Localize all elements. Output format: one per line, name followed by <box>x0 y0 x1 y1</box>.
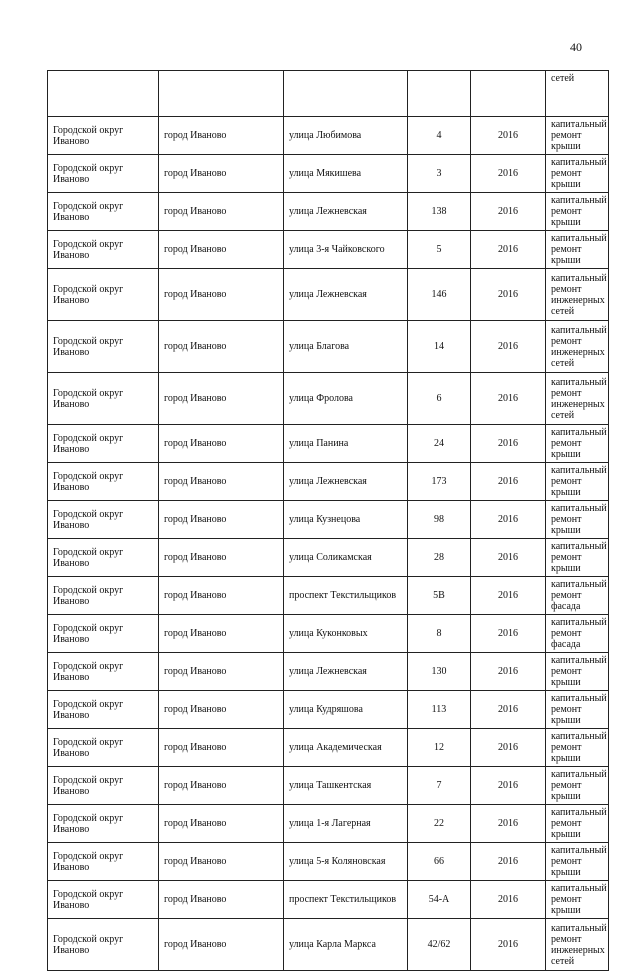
table-body <box>48 71 609 971</box>
cell-work: капитальный ремонт крыши <box>546 653 609 691</box>
cell-year: 2016 <box>471 729 546 767</box>
cell-city: город Иваново <box>159 767 284 805</box>
table-row <box>48 321 609 373</box>
cell-street: улица 1-я Лагерная <box>284 805 408 843</box>
table-row <box>48 881 609 919</box>
cell-work: капитальный ремонт крыши <box>546 881 609 919</box>
cell-year: 2016 <box>471 501 546 539</box>
cell-year: 2016 <box>471 615 546 653</box>
cell-okrug: Городской округ Иваново <box>48 691 159 729</box>
cell-street: улица Куконковых <box>284 615 408 653</box>
cell-city: город Иваново <box>159 881 284 919</box>
cell-house: 54-А <box>408 881 471 919</box>
repair-schedule-table <box>47 70 609 971</box>
cell-house: 24 <box>408 425 471 463</box>
cell-house: 14 <box>408 321 471 373</box>
cell-year: 2016 <box>471 269 546 321</box>
cell-okrug: Городской округ Иваново <box>48 577 159 615</box>
cell-house: 113 <box>408 691 471 729</box>
page-number: 40 <box>570 40 582 54</box>
cell-house: 4 <box>408 117 471 155</box>
cell-house: 173 <box>408 463 471 501</box>
cell-city: город Иваново <box>159 691 284 729</box>
cell-street: улица Лежневская <box>284 653 408 691</box>
cell-year: 2016 <box>471 539 546 577</box>
cell-house: 42/62 <box>408 919 471 971</box>
cell-year: 2016 <box>471 843 546 881</box>
cell-okrug: Городской округ Иваново <box>48 729 159 767</box>
cell-city: город Иваново <box>159 539 284 577</box>
table-row <box>48 463 609 501</box>
cell-okrug: Городской округ Иваново <box>48 539 159 577</box>
cell-street: улица Панина <box>284 425 408 463</box>
cell-year: 2016 <box>471 767 546 805</box>
cell-year: 2016 <box>471 653 546 691</box>
cell-work: капитальный ремонт крыши <box>546 117 609 155</box>
cell-city: город Иваново <box>159 193 284 231</box>
cell-house: 5 <box>408 231 471 269</box>
cell-work: капитальный ремонт крыши <box>546 843 609 881</box>
cell-work: капитальный ремонт крыши <box>546 767 609 805</box>
cell-work: сетей <box>546 71 609 117</box>
cell-city: город Иваново <box>159 577 284 615</box>
cell-okrug: Городской округ Иваново <box>48 843 159 881</box>
cell-city: город Иваново <box>159 321 284 373</box>
cell-work: капитальный ремонт крыши <box>546 539 609 577</box>
cell-street: улица 5-я Коляновская <box>284 843 408 881</box>
cell-okrug: Городской округ Иваново <box>48 321 159 373</box>
cell-work: капитальный ремонт крыши <box>546 691 609 729</box>
cell-year: 2016 <box>471 155 546 193</box>
cell-street: улица Лежневская <box>284 193 408 231</box>
table-row <box>48 269 609 321</box>
table-row <box>48 691 609 729</box>
cell-year: 2016 <box>471 805 546 843</box>
cell-city: город Иваново <box>159 729 284 767</box>
cell-house <box>408 71 471 117</box>
table-row <box>48 767 609 805</box>
cell-work: капитальный ремонт крыши <box>546 463 609 501</box>
cell-work: капитальный ремонт фасада <box>546 615 609 653</box>
cell-house: 98 <box>408 501 471 539</box>
cell-city: город Иваново <box>159 231 284 269</box>
cell-okrug: Городской округ Иваново <box>48 117 159 155</box>
cell-work: капитальный ремонт крыши <box>546 231 609 269</box>
cell-year: 2016 <box>471 919 546 971</box>
cell-okrug: Городской округ Иваново <box>48 653 159 691</box>
cell-work: капитальный ремонт крыши <box>546 501 609 539</box>
cell-street: улица Карла Маркса <box>284 919 408 971</box>
cell-year: 2016 <box>471 425 546 463</box>
cell-okrug: Городской округ Иваново <box>48 805 159 843</box>
cell-city: город Иваново <box>159 155 284 193</box>
cell-street: улица Мякишева <box>284 155 408 193</box>
cell-house: 130 <box>408 653 471 691</box>
cell-street: улица Соликамская <box>284 539 408 577</box>
cell-year: 2016 <box>471 577 546 615</box>
cell-street: улица Кузнецова <box>284 501 408 539</box>
cell-street: улица Любимова <box>284 117 408 155</box>
table-row <box>48 501 609 539</box>
cell-okrug: Городской округ Иваново <box>48 155 159 193</box>
cell-street: улица Лежневская <box>284 463 408 501</box>
cell-work: капитальный ремонт крыши <box>546 193 609 231</box>
cell-year: 2016 <box>471 117 546 155</box>
table-row <box>48 155 609 193</box>
cell-city: город Иваново <box>159 919 284 971</box>
table-row <box>48 805 609 843</box>
cell-okrug: Городской округ Иваново <box>48 615 159 653</box>
cell-house: 146 <box>408 269 471 321</box>
table-row <box>48 653 609 691</box>
cell-city: город Иваново <box>159 615 284 653</box>
table-row <box>48 193 609 231</box>
cell-work: капитальный ремонт крыши <box>546 729 609 767</box>
table-row <box>48 539 609 577</box>
table-row <box>48 615 609 653</box>
table-row <box>48 577 609 615</box>
cell-okrug: Городской округ Иваново <box>48 425 159 463</box>
cell-street <box>284 71 408 117</box>
cell-street: улица Ташкентская <box>284 767 408 805</box>
table-row <box>48 919 609 971</box>
cell-work: капитальный ремонт инженерных сетей <box>546 321 609 373</box>
cell-street: улица Кудряшова <box>284 691 408 729</box>
cell-work: капитальный ремонт инженерных сетей <box>546 919 609 971</box>
cell-city: город Иваново <box>159 425 284 463</box>
table-row <box>48 843 609 881</box>
cell-street: улица Фролова <box>284 373 408 425</box>
cell-street: улица Лежневская <box>284 269 408 321</box>
cell-work: капитальный ремонт фасада <box>546 577 609 615</box>
cell-city: город Иваново <box>159 463 284 501</box>
cell-street: улица Академическая <box>284 729 408 767</box>
cell-year <box>471 71 546 117</box>
cell-house: 8 <box>408 615 471 653</box>
cell-work: капитальный ремонт инженерных сетей <box>546 373 609 425</box>
cell-city: город Иваново <box>159 269 284 321</box>
cell-okrug: Городской округ Иваново <box>48 501 159 539</box>
cell-house: 3 <box>408 155 471 193</box>
table-row <box>48 117 609 155</box>
cell-city: город Иваново <box>159 501 284 539</box>
cell-okrug: Городской округ Иваново <box>48 767 159 805</box>
cell-year: 2016 <box>471 231 546 269</box>
cell-work: капитальный ремонт крыши <box>546 155 609 193</box>
cell-house: 6 <box>408 373 471 425</box>
cell-okrug: Городской округ Иваново <box>48 269 159 321</box>
cell-okrug <box>48 71 159 117</box>
cell-year: 2016 <box>471 321 546 373</box>
cell-year: 2016 <box>471 881 546 919</box>
cell-city: город Иваново <box>159 373 284 425</box>
cell-okrug: Городской округ Иваново <box>48 231 159 269</box>
cell-year: 2016 <box>471 463 546 501</box>
cell-street: проспект Текстильщиков <box>284 577 408 615</box>
cell-street: проспект Текстильщиков <box>284 881 408 919</box>
cell-okrug: Городской округ Иваново <box>48 881 159 919</box>
cell-city: город Иваново <box>159 843 284 881</box>
cell-work: капитальный ремонт инженерных сетей <box>546 269 609 321</box>
cell-year: 2016 <box>471 691 546 729</box>
table-row <box>48 231 609 269</box>
cell-house: 66 <box>408 843 471 881</box>
cell-city: город Иваново <box>159 653 284 691</box>
cell-house: 22 <box>408 805 471 843</box>
cell-okrug: Городской округ Иваново <box>48 919 159 971</box>
cell-okrug: Городской округ Иваново <box>48 193 159 231</box>
cell-city: город Иваново <box>159 805 284 843</box>
cell-house: 7 <box>408 767 471 805</box>
table-row <box>48 373 609 425</box>
table-row <box>48 729 609 767</box>
cell-okrug: Городской округ Иваново <box>48 373 159 425</box>
table-row-continued <box>48 71 609 117</box>
cell-year: 2016 <box>471 373 546 425</box>
cell-house: 5В <box>408 577 471 615</box>
cell-city: город Иваново <box>159 117 284 155</box>
cell-work: капитальный ремонт крыши <box>546 425 609 463</box>
cell-house: 12 <box>408 729 471 767</box>
cell-work: капитальный ремонт крыши <box>546 805 609 843</box>
cell-year: 2016 <box>471 193 546 231</box>
cell-house: 28 <box>408 539 471 577</box>
cell-okrug: Городской округ Иваново <box>48 463 159 501</box>
table-row <box>48 425 609 463</box>
cell-house: 138 <box>408 193 471 231</box>
cell-street: улица Благова <box>284 321 408 373</box>
cell-city <box>159 71 284 117</box>
cell-street: улица 3-я Чайковского <box>284 231 408 269</box>
